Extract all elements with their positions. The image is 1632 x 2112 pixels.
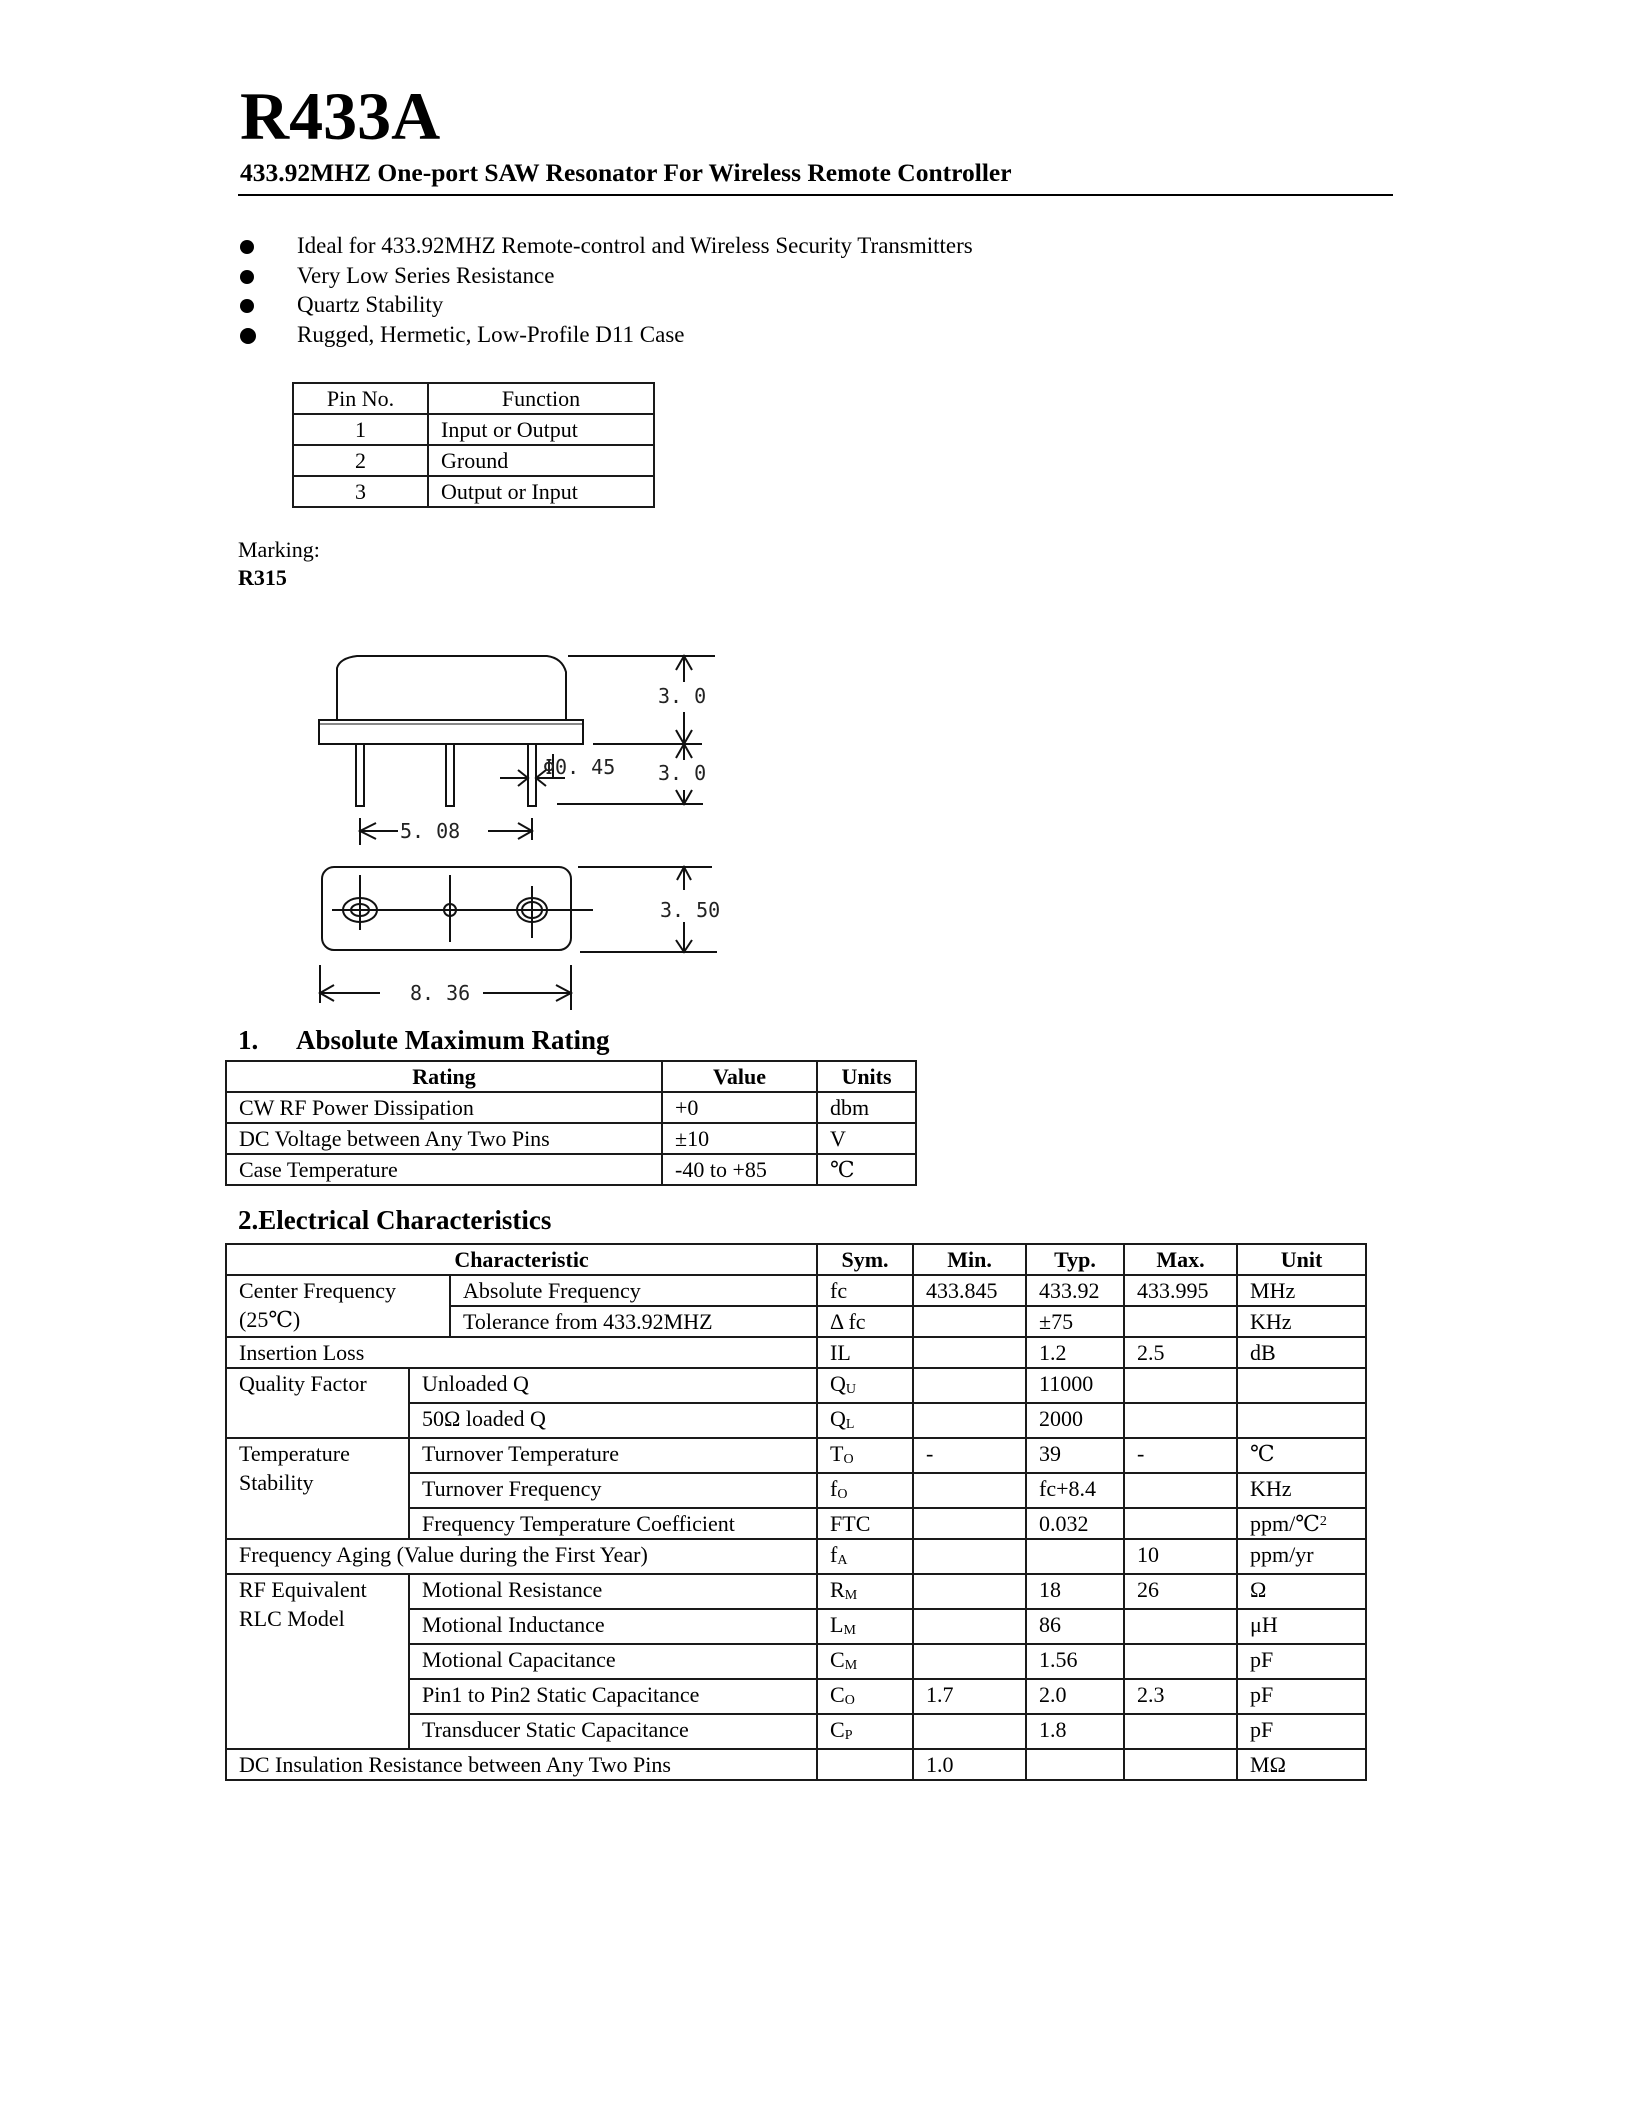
- rating-name: DC Voltage between Any Two Pins: [226, 1123, 662, 1154]
- pin-number: 3: [293, 476, 428, 507]
- param-min: [913, 1306, 1026, 1337]
- param-unit: MHz: [1237, 1275, 1366, 1306]
- header-value: Value: [662, 1061, 817, 1092]
- param-unit: pF: [1237, 1679, 1366, 1714]
- param-sym: [817, 1644, 913, 1679]
- param-min: [913, 1714, 1026, 1749]
- sym-main: C: [830, 1682, 845, 1707]
- param-name: Motional Inductance: [409, 1609, 817, 1644]
- table-header-row: [293, 383, 654, 414]
- sym-subscript: O: [844, 1693, 855, 1708]
- rating-name: CW RF Power Dissipation: [226, 1092, 662, 1123]
- feature-text: Ideal for 433.92MHZ Remote-control and Wireless Security Transmitters: [297, 233, 973, 258]
- param-sym: [817, 1337, 913, 1368]
- group-label: RF Equivalent: [239, 1577, 367, 1602]
- bullet-icon: [240, 270, 254, 284]
- param-min: [913, 1337, 1026, 1368]
- param-min: 1.0: [913, 1749, 1026, 1780]
- table-row: [293, 445, 654, 476]
- param-min: [913, 1403, 1026, 1438]
- param-name: Transducer Static Capacitance: [409, 1714, 817, 1749]
- group-quality-factor: Quality Factor: [226, 1368, 409, 1438]
- header-function: Function: [428, 383, 654, 414]
- table-row: [226, 1275, 1366, 1306]
- electrical-characteristics-table: [225, 1243, 1367, 1781]
- bullet-icon: [240, 328, 256, 344]
- sym-main: FTC: [830, 1511, 871, 1536]
- sym-main: IL: [830, 1340, 851, 1365]
- section-1-title: Absolute Maximum Rating: [296, 1025, 610, 1055]
- feature-text: Rugged, Hermetic, Low-Profile D11 Case: [297, 322, 685, 347]
- header-sym: Sym.: [817, 1244, 913, 1275]
- param-typ: 86: [1026, 1609, 1124, 1644]
- param-typ: 1.56: [1026, 1644, 1124, 1679]
- pin-1: [356, 744, 364, 806]
- param-max: [1124, 1306, 1237, 1337]
- param-max: [1124, 1403, 1237, 1438]
- param-unit: ℃: [1237, 1438, 1366, 1473]
- param-sym: [817, 1609, 913, 1644]
- param-name: Insertion Loss: [226, 1337, 817, 1368]
- param-sym: [817, 1306, 913, 1337]
- group-center-frequency: [226, 1275, 450, 1337]
- section-2-heading: 2.Electrical Characteristics: [238, 1205, 552, 1235]
- dimension-pin-diameter: Φ0. 45: [543, 755, 616, 779]
- sym-subscript: M: [843, 1623, 856, 1638]
- param-sym: [817, 1368, 913, 1403]
- param-sym: [817, 1275, 913, 1306]
- param-sym: [817, 1679, 913, 1714]
- pin-number: 2: [293, 445, 428, 476]
- param-name: Frequency Temperature Coefficient: [409, 1508, 817, 1539]
- param-max: 2.5: [1124, 1337, 1237, 1368]
- param-name: Unloaded Q: [409, 1368, 817, 1403]
- param-typ: 11000: [1026, 1368, 1124, 1403]
- unit-superscript: 2: [1319, 1514, 1327, 1529]
- rating-value: +0: [662, 1092, 817, 1123]
- table-row: [226, 1749, 1366, 1780]
- param-name: Absolute Frequency: [450, 1275, 817, 1306]
- param-typ: 18: [1026, 1574, 1124, 1609]
- param-min: 1.7: [913, 1679, 1026, 1714]
- param-name: 50Ω loaded Q: [409, 1403, 817, 1438]
- marking-value: R315: [238, 565, 287, 590]
- table-row: [226, 1123, 916, 1154]
- rating-unit: dbm: [817, 1092, 916, 1123]
- param-sym: [817, 1508, 913, 1539]
- param-name: Motional Resistance: [409, 1574, 817, 1609]
- param-min: [913, 1574, 1026, 1609]
- param-max: [1124, 1749, 1237, 1780]
- table-row: [226, 1438, 1366, 1473]
- param-min: 433.845: [913, 1275, 1026, 1306]
- param-max: [1124, 1644, 1237, 1679]
- param-name: Turnover Frequency: [409, 1473, 817, 1508]
- pin-function: Output or Input: [428, 476, 654, 507]
- bullet-icon: [240, 299, 254, 313]
- param-min: [913, 1609, 1026, 1644]
- param-max: [1124, 1368, 1237, 1403]
- header-units: Units: [817, 1061, 916, 1092]
- dimension-height-top: 3. 0: [658, 684, 707, 708]
- sym-main: f: [830, 1542, 838, 1567]
- sym-main: L: [830, 1612, 844, 1637]
- param-typ: 2.0: [1026, 1679, 1124, 1714]
- param-name: Pin1 to Pin2 Static Capacitance: [409, 1679, 817, 1714]
- rating-value: ±10: [662, 1123, 817, 1154]
- sym-subscript: M: [844, 1658, 858, 1673]
- dimension-pin-pitch: 5. 08: [400, 819, 461, 843]
- param-unit: ppm/yr: [1237, 1539, 1366, 1574]
- dimension-width: 3. 50: [660, 898, 721, 922]
- table-row: [226, 1368, 1366, 1403]
- sym-subscript: P: [844, 1728, 853, 1743]
- param-typ: 433.92: [1026, 1275, 1124, 1306]
- param-max: 433.995: [1124, 1275, 1237, 1306]
- param-max: 26: [1124, 1574, 1237, 1609]
- param-sym: [817, 1574, 913, 1609]
- sym-main: Q: [830, 1406, 846, 1431]
- param-sym: [817, 1438, 913, 1473]
- param-typ: 39: [1026, 1438, 1124, 1473]
- param-typ: [1026, 1539, 1124, 1574]
- param-max: [1124, 1473, 1237, 1508]
- feature-text: Very Low Series Resistance: [297, 263, 555, 288]
- sym-main: Q: [830, 1371, 846, 1396]
- rating-name: Case Temperature: [226, 1154, 662, 1185]
- header-typ: Typ.: [1026, 1244, 1124, 1275]
- sym-subscript: U: [845, 1382, 857, 1397]
- table-row: [293, 414, 654, 445]
- param-unit: KHz: [1237, 1473, 1366, 1508]
- header-pin-no: Pin No.: [293, 383, 428, 414]
- param-max: -: [1124, 1438, 1237, 1473]
- header-min: Min.: [913, 1244, 1026, 1275]
- rating-unit: ℃: [817, 1154, 916, 1185]
- param-typ: fc+8.4: [1026, 1473, 1124, 1508]
- param-max: 2.3: [1124, 1679, 1237, 1714]
- sym-subscript: O: [843, 1452, 854, 1467]
- group-label: Temperature: [239, 1441, 350, 1466]
- sym-subscript: A: [837, 1553, 848, 1568]
- bullet-icon: [240, 240, 254, 254]
- param-min: [913, 1644, 1026, 1679]
- table-row: [226, 1574, 1366, 1609]
- header-rating: Rating: [226, 1061, 662, 1092]
- pin-number: 1: [293, 414, 428, 445]
- table-row: [226, 1337, 1366, 1368]
- pin-function-table: [292, 382, 655, 508]
- param-typ: [1026, 1749, 1124, 1780]
- group-label: RLC Model: [239, 1606, 345, 1631]
- param-typ: 0.032: [1026, 1508, 1124, 1539]
- param-unit: dB: [1237, 1337, 1366, 1368]
- rating-unit: V: [817, 1123, 916, 1154]
- param-unit: KHz: [1237, 1306, 1366, 1337]
- sym-main: f: [830, 1476, 838, 1501]
- unit-main: ppm/℃: [1250, 1511, 1320, 1536]
- document-title: R433A: [240, 78, 441, 154]
- header-max: Max.: [1124, 1244, 1237, 1275]
- param-unit: pF: [1237, 1644, 1366, 1679]
- param-unit: pF: [1237, 1714, 1366, 1749]
- table-header-row: [226, 1244, 1366, 1275]
- param-sym: [817, 1473, 913, 1508]
- table-row: [226, 1154, 916, 1185]
- param-name: Tolerance from 433.92MHZ: [450, 1306, 817, 1337]
- document-subtitle: 433.92MHZ One-port SAW Resonator For Wireless Remote Controller: [240, 158, 1012, 187]
- sym-main: C: [830, 1647, 845, 1672]
- param-sym: [817, 1403, 913, 1438]
- param-min: -: [913, 1438, 1026, 1473]
- table-row: [226, 1539, 1366, 1574]
- pin-function: Input or Output: [428, 414, 654, 445]
- param-min: [913, 1539, 1026, 1574]
- header-unit: Unit: [1237, 1244, 1366, 1275]
- param-unit: Ω: [1237, 1574, 1366, 1609]
- title-rule: [238, 194, 1393, 196]
- sym-subscript: L: [845, 1417, 855, 1432]
- group-label: Stability: [239, 1470, 314, 1495]
- absolute-maximum-rating-table: [225, 1060, 917, 1186]
- param-sym: [817, 1749, 913, 1780]
- header-characteristic: Characteristic: [226, 1244, 817, 1275]
- group-rf-equivalent-rlc-model: [226, 1574, 409, 1749]
- table-row: [226, 1092, 916, 1123]
- param-typ: 1.2: [1026, 1337, 1124, 1368]
- pin-3: [528, 744, 536, 806]
- param-name: Turnover Temperature: [409, 1438, 817, 1473]
- sym-subscript: O: [837, 1487, 848, 1502]
- sym-main: fc: [830, 1278, 848, 1303]
- param-min: [913, 1508, 1026, 1539]
- section-1-number: 1.: [238, 1025, 259, 1055]
- group-temperature-stability: [226, 1438, 409, 1539]
- sym-main: R: [830, 1577, 845, 1602]
- param-min: [913, 1473, 1026, 1508]
- rating-value: -40 to +85: [662, 1154, 817, 1185]
- pin-function: Ground: [428, 445, 654, 476]
- dimension-length: 8. 36: [410, 981, 471, 1005]
- param-typ: 1.8: [1026, 1714, 1124, 1749]
- feature-text: Quartz Stability: [297, 292, 444, 317]
- sym-subscript: M: [844, 1588, 858, 1603]
- param-name: Motional Capacitance: [409, 1644, 817, 1679]
- param-name: DC Insulation Resistance between Any Two Pins: [226, 1749, 817, 1780]
- param-unit: MΩ: [1237, 1749, 1366, 1780]
- table-row: [293, 476, 654, 507]
- pin-2: [446, 744, 454, 806]
- param-max: [1124, 1714, 1237, 1749]
- sym-main: T: [830, 1441, 844, 1466]
- param-sym: [817, 1714, 913, 1749]
- param-min: [913, 1368, 1026, 1403]
- package-dome: [337, 656, 566, 720]
- param-unit: μH: [1237, 1609, 1366, 1644]
- param-unit: [1237, 1403, 1366, 1438]
- param-max: [1124, 1508, 1237, 1539]
- param-max: 10: [1124, 1539, 1237, 1574]
- package-dimension-drawing: [300, 630, 740, 1020]
- param-unit: [1237, 1368, 1366, 1403]
- marking-label: Marking:: [238, 537, 320, 562]
- section-1-heading: [238, 1024, 610, 1056]
- param-sym: [817, 1539, 913, 1574]
- param-name: Frequency Aging (Value during the First Year): [226, 1539, 817, 1574]
- param-typ: 2000: [1026, 1403, 1124, 1438]
- dimension-height-pins: 3. 0: [658, 761, 707, 785]
- sym-main: Δ fc: [830, 1309, 866, 1334]
- sym-main: C: [830, 1717, 845, 1742]
- group-condition: (25℃): [239, 1307, 301, 1332]
- param-unit: [1237, 1508, 1366, 1539]
- table-header-row: [226, 1061, 916, 1092]
- param-max: [1124, 1609, 1237, 1644]
- group-label: Center Frequency: [239, 1278, 396, 1303]
- param-typ: ±75: [1026, 1306, 1124, 1337]
